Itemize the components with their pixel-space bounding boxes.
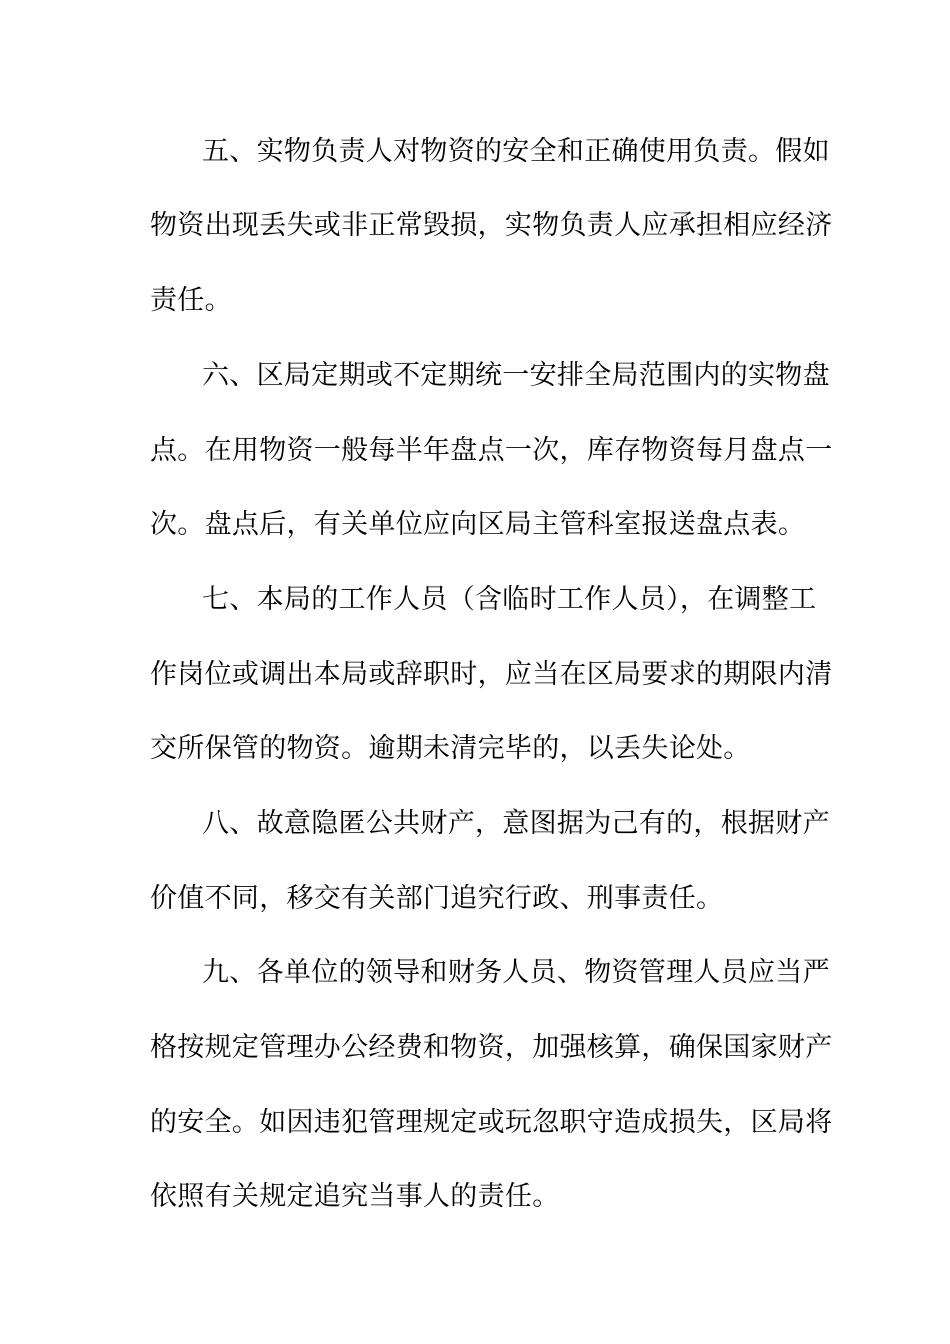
paragraph-7-line-2: 作岗位或调出本局或辞职时，应当在区局要求的期限内清 [150, 659, 833, 690]
paragraph-9-line-1: 九、各单位的领导和财务人员、物资管理人员应当严 [202, 957, 830, 988]
paragraph-5-line-3: 责任。 [150, 285, 232, 316]
paragraph-5-line-1: 五、实物负责人对物资的安全和正确使用负责。假如 [202, 136, 830, 167]
paragraph-6-line-2: 点。在用物资一般每半年盘点一次，库存物资每月盘点一 [150, 435, 833, 466]
paragraph-8-line-1: 八、故意隐匿公共财产，意图据为己有的，根据财产 [202, 808, 830, 839]
paragraph-8-line-2: 价值不同，移交有关部门追究行政、刑事责任。 [150, 883, 724, 914]
paragraph-7-line-1: 七、本局的工作人员（含临时工作人员），在调整工 [202, 584, 817, 615]
paragraph-9-line-2: 格按规定管理办公经费和物资，加强核算，确保国家财产 [150, 1032, 833, 1063]
paragraph-6-line-1: 六、区局定期或不定期统一安排全局范围内的实物盘 [202, 360, 830, 391]
paragraph-7-line-3: 交所保管的物资。逾期未清完毕的，以丢失论处。 [150, 733, 751, 764]
paragraph-5-line-2: 物资出现丢失或非正常毁损，实物负责人应承担相应经济 [150, 210, 833, 241]
paragraph-9-line-3: 的安全。如因违犯管理规定或玩忽职守造成损失，区局将 [150, 1107, 833, 1138]
paragraph-6-line-3: 次。盘点后，有关单位应向区局主管科室报送盘点表。 [150, 509, 806, 540]
paragraph-9-line-4: 依照有关规定追究当事人的责任。 [150, 1181, 560, 1212]
